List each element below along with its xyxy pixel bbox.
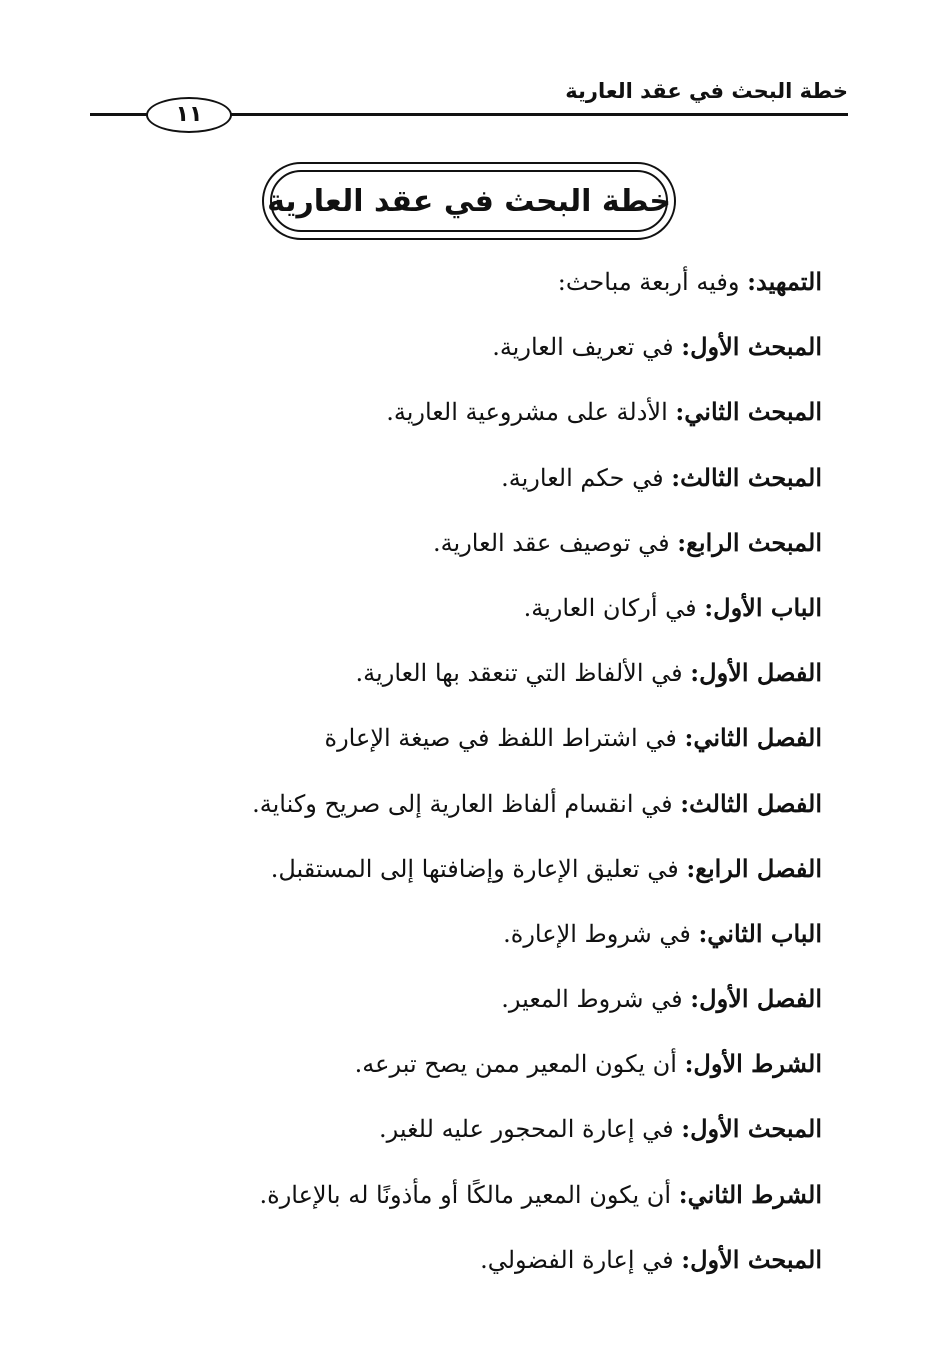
outline-item xyxy=(102,523,822,588)
outline-item-label: الشرط الأول: xyxy=(684,1049,822,1079)
outline-item-text: في توصيف عقد العارية. xyxy=(433,528,670,557)
outline-item-label: الفصل الثالث: xyxy=(680,788,822,818)
outline-item-label: المبحث الأول: xyxy=(681,1114,822,1144)
outline-item-text: في إعارة المحجور عليه للغير. xyxy=(378,1115,674,1144)
outline-item-label: المبحث الرابع: xyxy=(677,527,822,557)
outline-item-text: في تعريف العارية. xyxy=(492,333,674,362)
outline-item-label: المبحث الأول: xyxy=(681,1244,822,1274)
outline-item xyxy=(102,1044,822,1109)
outline-item-text: وفيه أربعة مباحث: xyxy=(557,268,740,296)
outline-item-label: التمهيد: xyxy=(747,267,822,296)
outline-item xyxy=(102,914,822,979)
outline-item-label: المبحث الثاني: xyxy=(675,397,822,427)
outline-item-text: الأدلة على مشروعية العارية. xyxy=(386,398,668,427)
outline-item-text: في أركان العارية. xyxy=(523,593,697,622)
outline-item-label: الفصل الأول: xyxy=(690,984,822,1014)
outline-item-text: في الألفاظ التي تنعقد بها العارية. xyxy=(355,659,683,688)
title-frame-inner xyxy=(267,170,671,232)
outline-item xyxy=(102,392,822,457)
outline-item-text: في اشتراط اللفظ في صيغة الإعارة xyxy=(324,724,677,753)
section-title: خطة البحث في عقد العارية xyxy=(267,183,671,219)
outline-item-label: المبحث الثالث: xyxy=(671,462,822,492)
outline-item-label: الفصل الثاني: xyxy=(684,723,822,753)
outline-item xyxy=(102,1240,822,1305)
outline-item-label: الفصل الرابع: xyxy=(686,853,822,883)
outline-item-text: أن يكون المعير مالكًا أو مأذونًا له بالإعارة. xyxy=(259,1180,672,1209)
outline-list xyxy=(102,262,822,1305)
outline-item xyxy=(102,262,822,327)
outline-item xyxy=(102,458,822,523)
outline-item xyxy=(102,588,822,653)
outline-item-label: الباب الثاني: xyxy=(698,918,822,948)
running-header-title: خطة البحث في عقد العارية xyxy=(565,79,848,103)
outline-item xyxy=(102,849,822,914)
outline-item xyxy=(102,718,822,783)
outline-item-text: في إعارة الفضولي. xyxy=(480,1245,674,1274)
outline-item-text: في شروط المعير. xyxy=(501,985,683,1014)
outline-item-text: أن يكون المعير ممن يصح تبرعه. xyxy=(354,1050,677,1079)
page-number: ١١ xyxy=(146,97,232,133)
outline-item xyxy=(102,653,822,718)
outline-item-label: الفصل الأول: xyxy=(690,658,822,688)
title-frame xyxy=(262,162,676,240)
outline-item-text: في حكم العارية. xyxy=(501,463,664,492)
outline-item-text: في انقسام ألفاظ العارية إلى صريح وكناية. xyxy=(252,789,673,818)
outline-item xyxy=(102,784,822,849)
outline-item-label: المبحث الأول: xyxy=(681,332,822,362)
outline-item xyxy=(102,1109,822,1174)
outline-item xyxy=(102,327,822,392)
outline-item-text: في تعليق الإعارة وإضافتها إلى المستقبل. xyxy=(270,854,679,883)
outline-item-text: في شروط الإعارة. xyxy=(503,919,691,948)
outline-item-label: الشرط الثاني: xyxy=(678,1179,822,1209)
outline-item xyxy=(102,1175,822,1240)
outline-item-label: الباب الأول: xyxy=(704,592,822,622)
outline-item xyxy=(102,979,822,1044)
